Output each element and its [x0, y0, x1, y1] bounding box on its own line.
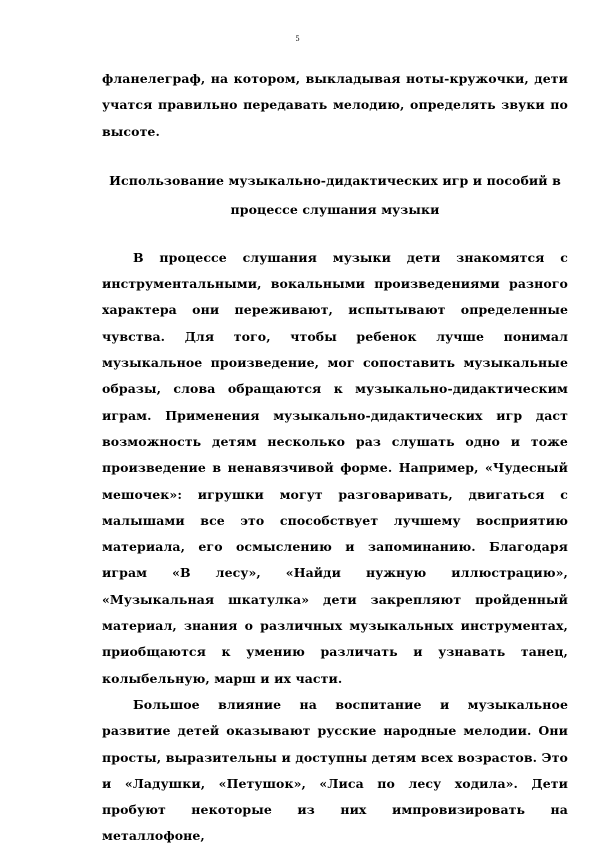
section-heading: [102, 166, 568, 224]
page-number: 5: [295, 34, 300, 43]
section-heading-line-1: Использование музыкально-дидактических игр и пособий в: [109, 172, 561, 188]
folk-melodies-paragraph: Большое влияние на воспитание и музыкальное развитие детей оказывают русские народные мелодии. Они просты, выразительны и доступны детям всех возрастов. Это и «Ладушки, «Петушок», «Лиса по лесу ходила». Дети пробуют некоторые из них импровизировать на металлофоне,: [102, 696, 568, 844]
document-body: [102, 66, 568, 850]
listening-paragraph: В процессе слушания музыки дети знакомятся с инструментальными, вокальными произведениями разного характера они переживают, испытывают определенные чувства. Для того, чтобы ребенок лучше понимал музыкальное произведение, мог сопоставить музыкальные образы, слова обращаются к музыкально-дидактическим играм. Применения музыкально-дидактических игр даст возможность детям несколько раз слушать одно и тоже произведение в ненавязчивой форме. Например, «Чудесный мешочек»: игрушки могут разговаривать, двигаться с малышами все это способствует лучшему восприятию материала, его осмыслению и запоминанию. Благодаря играм «В лесу», «Найди нужную иллюстрацию», «Музыкальная шкатулка» дети закрепляют пройденный материал, знания о различных музыкальных инструментах, приобщаются к умению различать и узнавать танец, колыбельную, марш и их части.: [102, 249, 568, 686]
section-heading-line-2: процессе слушания музыки: [230, 201, 440, 217]
intro-paragraph: фланелеграф, на котором, выкладывая ноты-кружочки, дети учатся правильно передавать мелодию, определять звуки по высоте.: [102, 71, 568, 139]
